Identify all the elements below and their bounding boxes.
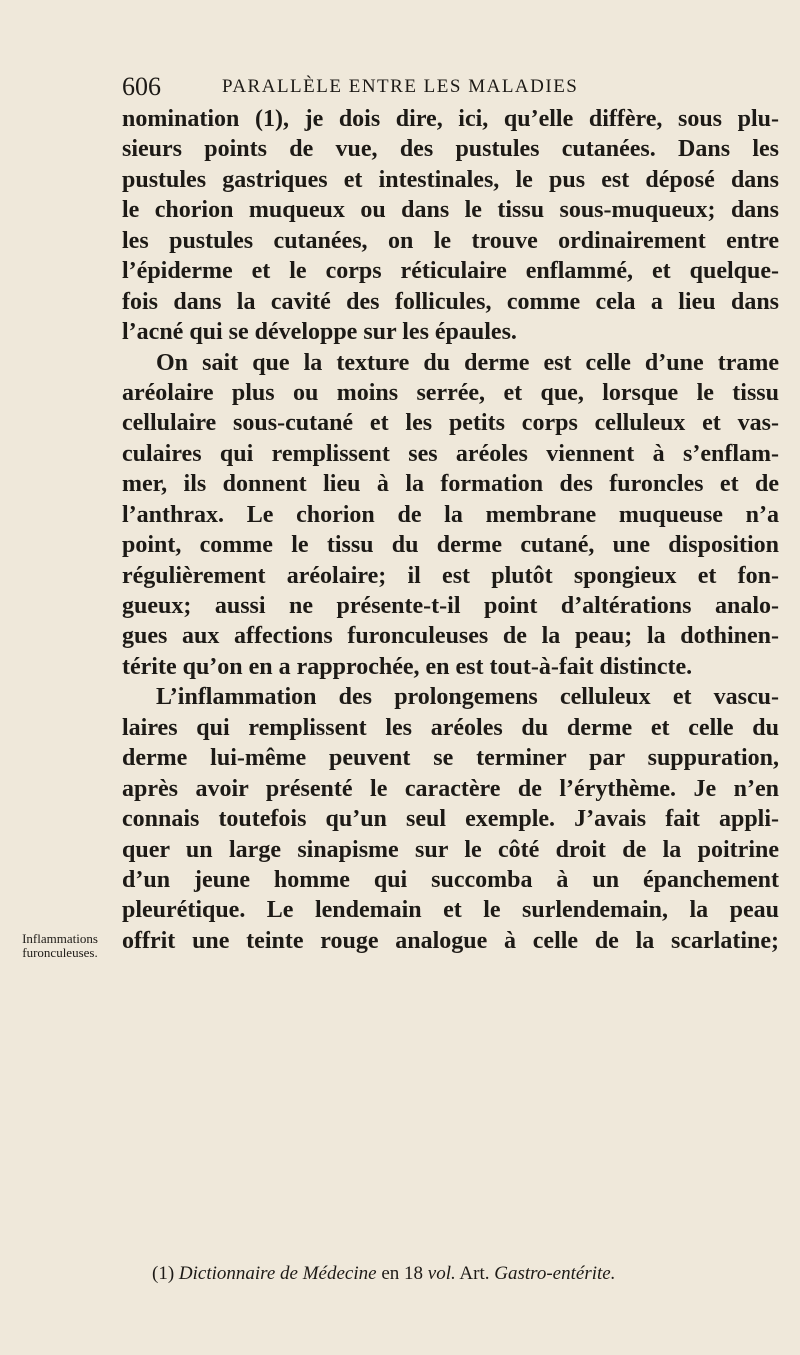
text-line: On sait que la texture du derme est celle d’une trame (156, 349, 779, 376)
footnote-vol: vol. (427, 1263, 456, 1284)
text-line: térite qu’on en a rapprochée, en est tout-à-fait distincte. (122, 653, 693, 680)
text-line: après avoir présenté le caractère de l’érythème. Je n’en (122, 775, 779, 802)
text-line: mer, ils donnent lieu à la formation des furoncles et de (122, 471, 779, 498)
footnote (152, 1263, 615, 1285)
text-line: d’un jeune homme qui succomba à un épanchement (122, 866, 779, 893)
footnote-article: Gastro-entérite. (494, 1263, 616, 1284)
text-line: régulièrement aréolaire; il est plutôt spongieux et fon- (122, 562, 779, 589)
page-number: 606 (122, 72, 161, 101)
text-line: le chorion muqueux ou dans le tissu sous-muqueux; dans (122, 197, 779, 224)
footnote-title: Dictionnaire de Médecine (178, 1263, 377, 1284)
text-line: gueux; aussi ne présente-t-il point d’altérations analo- (122, 593, 779, 619)
text-line: offrit une teinte rouge analogue à celle de la scarlatine; (122, 927, 779, 954)
margin-note-line: furonculeuses. (22, 945, 98, 960)
footnote-text: en 18 (376, 1263, 428, 1284)
text-line: nomination (1), je dois dire, ici, qu’elle diffère, sous plu- (122, 106, 779, 132)
footnote-marker: (1) (152, 1263, 175, 1284)
text-line: derme lui-même peuvent se terminer par suppuration, (122, 745, 779, 772)
text-line: cellulaire sous-cutané et les petits corps celluleux et vas- (122, 410, 779, 437)
text-line: l’épiderme et le corps réticulaire enflammé, et quelque- (122, 258, 779, 285)
text-line: sieurs points de vue, des pustules cutanées. Dans les (122, 136, 779, 163)
body-text (122, 104, 779, 956)
text-line: aréolaire plus ou moins serrée, et que, lorsque le tissu (122, 379, 779, 406)
text-line: point, comme le tissu du derme cutané, une disposition (122, 532, 779, 559)
text-line: pleurétique. Le lendemain et le surlendemain, la peau (122, 897, 779, 924)
text-line: pustules gastriques et intestinales, le pus est déposé dans (122, 166, 779, 193)
text-line: l’anthrax. Le chorion de la membrane muqueuse n’a (122, 501, 779, 528)
margin-note (4, 932, 116, 960)
margin-note-line: Inflammations (22, 931, 98, 946)
text-line: les pustules cutanées, on le trouve ordinairement entre (122, 227, 779, 254)
text-line: culaires qui remplissent ses aréoles viennent à s’enflam- (122, 440, 779, 467)
text-line: connais toutefois qu’un seul exemple. J’avais fait appli- (122, 806, 779, 833)
text-line: l’acné qui se développe sur les épaules. (122, 319, 517, 346)
page-header (122, 68, 722, 102)
text-line: laires qui remplissent les aréoles du derme et celle du (122, 714, 779, 741)
text-line: fois dans la cavité des follicules, comme cela a lieu dans (122, 288, 779, 315)
footnote-art: Art. (455, 1263, 495, 1284)
text-line: gues aux affections furonculeuses de la peau; la dothinen- (122, 623, 779, 650)
text-line: quer un large sinapisme sur le côté droit de la poitrine (122, 836, 779, 863)
text-line: L’inflammation des prolongemens celluleux et vascu- (156, 684, 779, 711)
running-head: PARALLÈLE ENTRE LES MALADIES (222, 76, 579, 97)
